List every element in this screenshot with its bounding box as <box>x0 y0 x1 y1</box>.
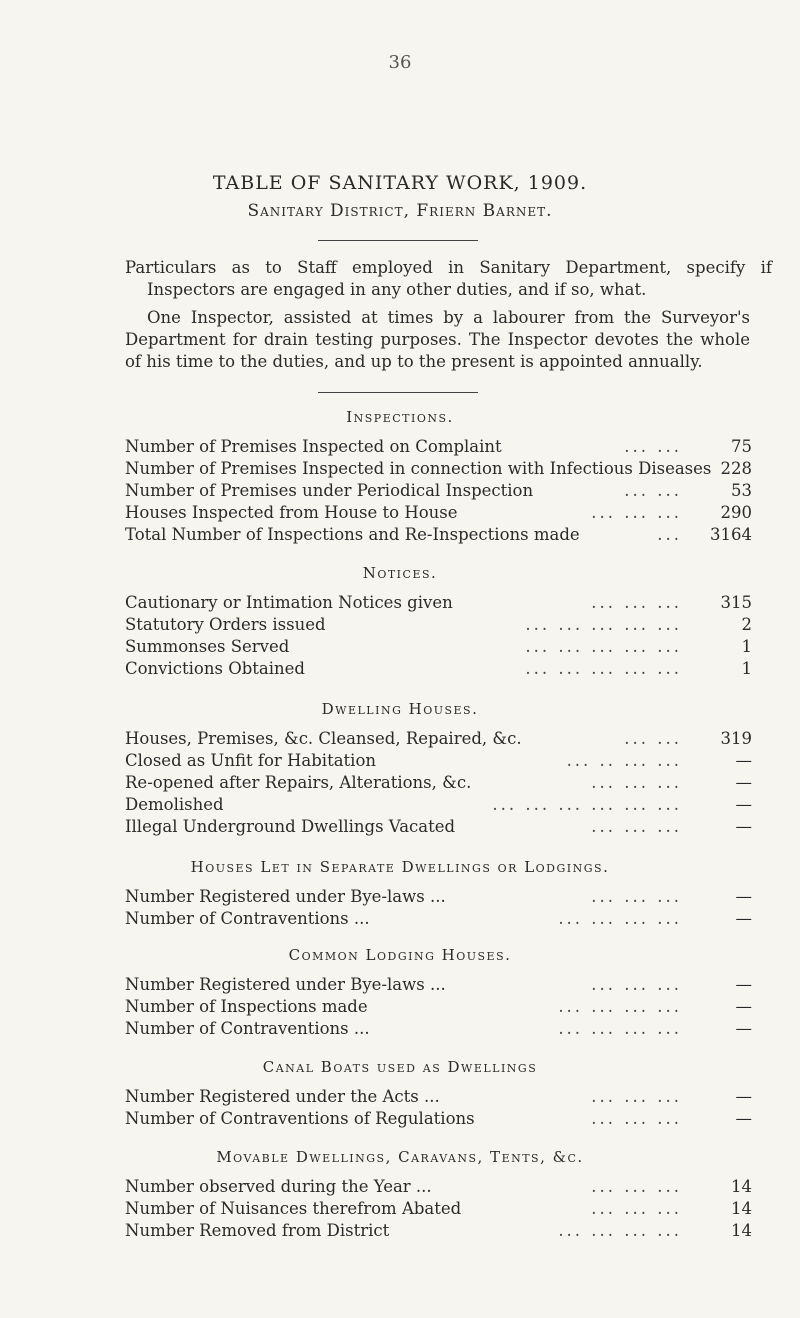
row-value: 315 <box>720 593 752 612</box>
leader-dots: ... ... <box>624 437 682 456</box>
row-label: Number of Premises under Periodical Inspection <box>125 481 534 500</box>
page-title: TABLE OF SANITARY WORK, 1909. <box>212 172 588 194</box>
leader-dots: ... ... ... <box>591 1177 682 1196</box>
leader-dots: ... ... ... <box>591 887 682 906</box>
table-row <box>125 1108 752 1130</box>
leader-dots: ... ... ... <box>591 817 682 836</box>
row-value: 14 <box>731 1199 752 1218</box>
row-label: Number of Contraventions ... <box>125 1019 370 1038</box>
row-value: 1 <box>741 637 752 656</box>
table-row <box>125 772 752 794</box>
row-label: Number of Premises Inspected on Complaint <box>125 437 502 456</box>
table-row <box>125 996 752 1018</box>
section-heading-canal-boats: Canal Boats used as Dwellings <box>262 1058 538 1076</box>
table-row <box>125 908 752 930</box>
leader-dots: ... ... ... ... ... <box>525 637 682 656</box>
table-row <box>125 1220 752 1242</box>
row-label: Houses, Premises, &c. Cleansed, Repaired, &c. <box>125 729 522 748</box>
row-value: — <box>735 773 752 792</box>
staff-question: Particulars as to Staff employed in Sanitary Department, specify if Inspectors are engaged in any other duties, and if so, what. <box>125 258 772 299</box>
row-value: 75 <box>731 437 752 456</box>
row-value: — <box>735 795 752 814</box>
leader-dots: ... ... ... <box>591 1087 682 1106</box>
section-heading-notices: Notices. <box>362 564 438 582</box>
table-row <box>125 816 752 838</box>
row-label: Illegal Underground Dwellings Vacated <box>125 817 456 836</box>
table-row <box>125 750 752 772</box>
row-value: — <box>735 817 752 836</box>
page-subtitle: Sanitary District, Friern Barnet. <box>247 201 553 221</box>
page-number: 36 <box>388 52 412 73</box>
row-value: — <box>735 909 752 928</box>
table-row <box>125 592 752 614</box>
table-row <box>125 728 752 750</box>
leader-dots: ... ... ... ... <box>558 1221 682 1240</box>
staff-answer: One Inspector, assisted at times by a labourer from the Surveyor's Department for drain testing purposes. The Inspector devotes the whole of his time to the duties, and up to the present is appointed annually. <box>125 308 750 371</box>
row-value: — <box>735 1109 752 1128</box>
table-row <box>125 1198 752 1220</box>
row-label: Convictions Obtained <box>125 659 305 678</box>
table-row <box>125 480 752 502</box>
table-row <box>125 1086 752 1108</box>
leader-dots: ... ... ... <box>591 1109 682 1128</box>
row-value: 290 <box>720 503 752 522</box>
leader-dots: ... ... ... ... <box>558 1019 682 1038</box>
row-label: Number Registered under the Acts ... <box>125 1087 440 1106</box>
row-value: 14 <box>731 1177 752 1196</box>
leader-dots: ... ... <box>624 481 682 500</box>
row-value: 53 <box>731 481 752 500</box>
row-value: — <box>735 1087 752 1106</box>
row-label: Number observed during the Year ... <box>125 1177 432 1196</box>
row-label: Number Registered under Bye-laws ... <box>125 887 446 906</box>
section-heading-houses-let: Houses Let in Separate Dwellings or Lodgings. <box>190 858 610 876</box>
row-label: Number of Contraventions ... <box>125 909 370 928</box>
table-row <box>125 458 752 480</box>
section-heading-inspections: Inspections. <box>346 408 454 426</box>
row-label: Statutory Orders issued <box>125 615 326 634</box>
leader-dots: ... <box>657 525 682 544</box>
row-label: Number of Nuisances therefrom Abated <box>125 1199 462 1218</box>
table-row <box>125 436 752 458</box>
leader-dots: ... ... ... ... ... <box>525 659 682 678</box>
leader-dots: ... ... ... ... <box>558 909 682 928</box>
table-row <box>125 524 752 546</box>
row-value: 14 <box>731 1221 752 1240</box>
table-row <box>125 1018 752 1040</box>
leader-dots: ... ... ... <box>591 975 682 994</box>
leader-dots: ... .. ... ... <box>566 751 682 770</box>
row-label: Number Registered under Bye-laws ... <box>125 975 446 994</box>
row-label: Re-opened after Repairs, Alterations, &c. <box>125 773 472 792</box>
row-label: Closed as Unfit for Habitation <box>125 751 377 770</box>
table-row <box>125 794 752 816</box>
row-value: — <box>735 997 752 1016</box>
table-row <box>125 886 752 908</box>
leader-dots: ... ... ... <box>591 1199 682 1218</box>
divider <box>318 392 478 393</box>
row-value: — <box>735 751 752 770</box>
row-label: Total Number of Inspections and Re-Inspections made <box>125 525 580 544</box>
row-value: 1 <box>741 659 752 678</box>
leader-dots: ... ... ... <box>591 593 682 612</box>
table-row <box>125 974 752 996</box>
divider <box>318 240 478 241</box>
section-heading-movable-dwellings: Movable Dwellings, Caravans, Tents, &c. <box>216 1148 584 1166</box>
row-value: 228 <box>720 459 752 478</box>
row-value: — <box>735 975 752 994</box>
row-label: Number of Contraventions of Regulations <box>125 1109 475 1128</box>
row-label: Summonses Served <box>125 637 290 656</box>
leader-dots: ... ... ... ... ... <box>525 615 682 634</box>
row-value: — <box>735 887 752 906</box>
table-row <box>125 614 752 636</box>
leader-dots: ... ... <box>624 729 682 748</box>
leader-dots: ... ... ... ... <box>558 997 682 1016</box>
leader-dots: ... ... ... <box>591 503 682 522</box>
row-label: Number of Inspections made <box>125 997 368 1016</box>
table-row <box>125 658 752 680</box>
table-row <box>125 1176 752 1198</box>
row-label: Number of Premises Inspected in connection with Infectious Diseases <box>125 459 712 478</box>
table-row <box>125 502 752 524</box>
section-heading-common-lodging: Common Lodging Houses. <box>288 946 512 964</box>
row-label: Number Removed from District <box>125 1221 390 1240</box>
row-value: 2 <box>741 615 752 634</box>
leader-dots: ... ... ... <box>591 773 682 792</box>
table-row <box>125 636 752 658</box>
row-label: Cautionary or Intimation Notices given <box>125 593 453 612</box>
row-label: Houses Inspected from House to House <box>125 503 458 522</box>
row-value: 3164 <box>710 525 752 544</box>
row-value: 319 <box>720 729 752 748</box>
row-label: Demolished <box>125 795 224 814</box>
section-heading-dwelling-houses: Dwelling Houses. <box>321 700 479 718</box>
leader-dots: ... ... ... ... ... ... <box>492 795 682 814</box>
row-value: — <box>735 1019 752 1038</box>
